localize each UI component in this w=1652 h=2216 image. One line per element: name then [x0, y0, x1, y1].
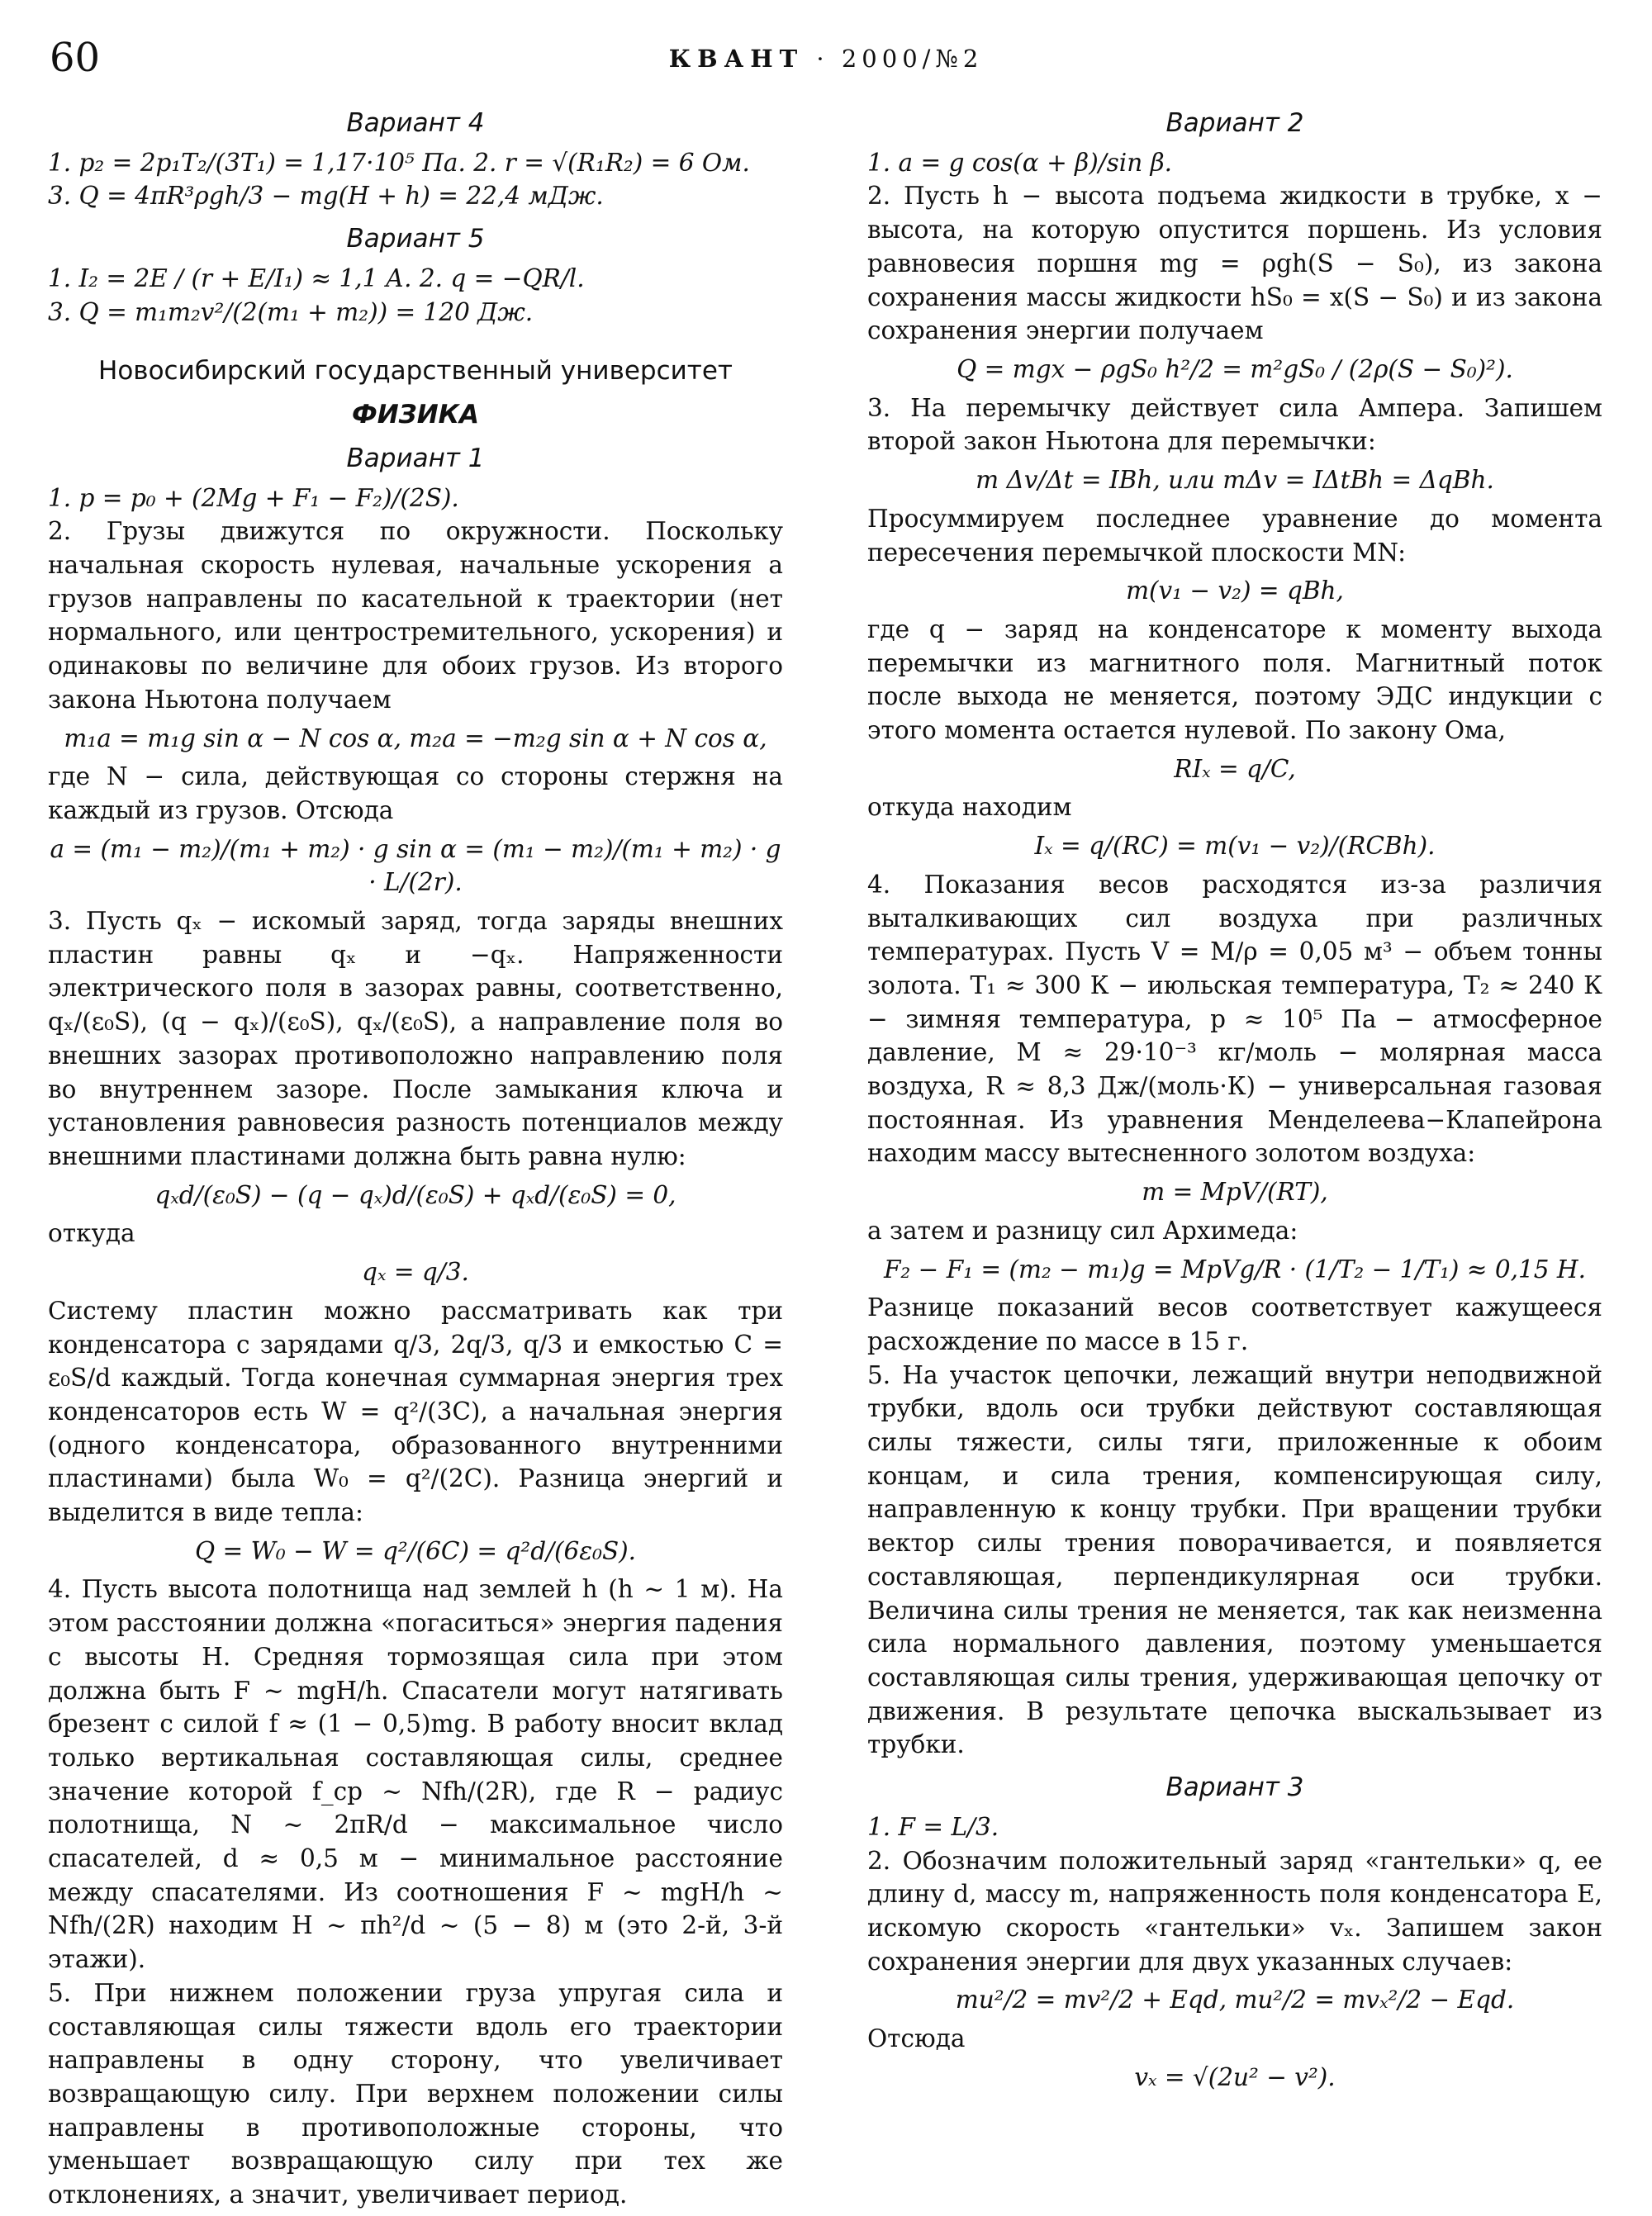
section-title-variant-4: Вариант 4 [346, 108, 485, 138]
v1-problem-5: 5. При нижнем положении груза упругая сила и составляющая силы тяжести вдоль его траектории направлены в одну сторону, что увеличивает возвращающую силу. При верхнем положении силы направлены в противоположные стороны, что уменьшает возвращающую силу при тех же отклонениях, а значит, увеличивает период. [48, 1978, 783, 2209]
v2-otkuda: откуда находим [867, 793, 1072, 822]
v1-problem-2: 2. Грузы движутся по окружности. Поскольку начальная скорость нулевая, начальные ускорения a грузов направлены по касательной к траектории (нет нормального, или центростремительного, ускорения) и одинаковы по величине для обоих грузов. Из второго закона Ньютона получаем [48, 517, 783, 714]
v2-problem-5: 5. На участок цепочки, лежащий внутри неподвижной трубки, вдоль оси трубки действуют составляющая силы тяжести, силы тяги, приложенные к обоим концам, и сила трения, компенсирующая силу, направленную к концу трубки. При вращении трубки вектор силы трения поворачивается, и появляется составляющая, перпендикулярная оси трубки. Величина силы трения не меняется, так как неизменна сила нормального давления, поэтому уменьшается составляющая силы трения, удерживающая цепочку от движения. В результате цепочка выскальзывает из трубки. [867, 1360, 1602, 1759]
v2-problem-2: 2. Пусть h − высота подъема жидкости в трубке, x − высота, на которую опустится поршень. Из условия равновесия поршня mg = ρgh(S − S₀), из закона сохранения массы жидкости hS₀ = x(S − S₀) и из закона сохранения энергии получаем [867, 182, 1602, 345]
v2-problem-3-cont: Просуммируем последнее уравнение до момента пересечения перемычкой плоскости MN: [867, 504, 1602, 567]
v3-formula-2: vₓ = √(2u² − v²). [1134, 2062, 1336, 2091]
journal-name: КВАНТ [668, 45, 805, 73]
v2-problem-1: 1. a = g cos(α + β)/sin β. [867, 148, 1173, 177]
v5-answers-line-1: 1. I₂ = 2E / (r + E/I₁) ≈ 1,1 А. 2. q = −QR/l. [48, 263, 585, 292]
v1-problem-4: 4. Пусть высота полотнища над землей h (h ~ 1 м). На этом расстоянии должна «погаситься» энергия падения с высоты H. Средняя тормозящая сила при этом должна быть F ~ mgH/h. Спасатели могут натягивать брезент с силой f ≈ (1 − 0,5)mg. В работу вносит вклад только вертикальная составляющая силы, среднее значение которой f_ср ~ Nfh/(2R), где R − радиус полотнища, N ~ 2πR/d − максимальное число спасателей, d ≈ 0,5 м − минимальное расстояние между спасателями. Из соотношения F ~ mgH/h ~ Nfh/(2R) находим H ~ πh²/d ~ (5 − 8) м (это 2-й, 3-й этажи). [48, 1575, 783, 1974]
v1-problem-3: 3. Пусть qₓ − искомый заряд, тогда заряды внешних пластин равны qₓ и −qₓ. Напряженности электрического поля в зазорах равны, соответственно, qₓ/(ε₀S), (q − qₓ)/(ε₀S), qₓ/(ε₀S), а направление поля во внешних зазорах противоположно направлению поля во внутреннем зазоре. После замыкания ключа и установления равновесия разность потенциалов между внешними пластинами должна быть равна нулю: [48, 907, 783, 1170]
v2-problem-3: 3. На перемычку действует сила Ампера. Запишем второй закон Ньютона для перемычки: [867, 393, 1602, 456]
v1-formula-2: a = (m₁ − m₂)/(m₁ + m₂) · g sin α = (m₁ − m₂)/(m₁ + m₂) · g · L/(2r). [50, 834, 781, 897]
section-title-variant-2: Вариант 2 [1165, 108, 1304, 138]
v4-answers-line-1: 1. p₂ = 2p₁T₂/(3T₁) = 1,17·10⁵ Па. 2. r = √(R₁R₂) = 6 Ом. [48, 148, 750, 177]
section-title-variant-5: Вариант 5 [346, 224, 485, 254]
university-title: Новосибирский государственный университет [98, 356, 733, 387]
v2-formula-4: RIₓ = q/C, [1174, 754, 1296, 783]
v1-problem-1: 1. p = p₀ + (2Mg + F₁ − F₂)/(2S). [48, 483, 459, 512]
section-title-variant-1: Вариант 1 [346, 443, 485, 473]
page-number: 60 [50, 35, 101, 81]
v2-formula-3: m(v₁ − v₂) = qBh, [1126, 577, 1344, 605]
v2-problem-3-cont2: где q − заряд на конденсаторе к моменту выхода перемычки из магнитного поля. Магнитный поток после выхода не меняется, поэтому ЭДС индукции с этого момента остается нулевой. По закону Ома, [867, 615, 1602, 745]
v1-formula-3: qₓd/(ε₀S) − (q − qₓ)d/(ε₀S) + qₓd/(ε₀S) = 0, [154, 1180, 676, 1209]
right-column [867, 97, 1602, 2100]
v1-problem-3-cont: Систему пластин можно рассматривать как три конденсатора с зарядами q/3, 2q/3, q/3 и емкостью C = ε₀S/d каждый. Тогда конечная суммарная энергия трех конденсаторов есть W = q²/(3C), а начальная энергия (одного конденсатора, образованного внутренними пластинами) была W₀ = q²/(2C). Разница энергий и выделится в виде тепла: [48, 1296, 783, 1527]
v4-answers-line-2: 3. Q = 4πR³ρgh/3 − mg(H + h) = 22,4 мДж. [48, 182, 604, 211]
v2-problem-4: 4. Показания весов расходятся из-за различия выталкивающих сил воздуха при различных температурах. Пусть V = M/ρ = 0,05 м³ − объем тонны золота. T₁ ≈ 300 К − июльская температура, T₂ ≈ 240 К − зимняя температура, p ≈ 10⁵ Па − атмосферное давление, M ≈ 29·10⁻³ кг/моль − молярная масса воздуха, R ≈ 8,3 Дж/(моль·К) − универсальная газовая постоянная. Из уравнения Менделеева−Клапейрона находим массу вытесненного золотом воздуха: [867, 870, 1602, 1168]
section-title-variant-3: Вариант 3 [1165, 1772, 1304, 1803]
issue-number: · 2000/№2 [816, 45, 984, 73]
v3-otsyuda: Отсюда [867, 2024, 966, 2053]
left-column [48, 97, 783, 2212]
v2-problem-4-cont: а затем и разницу сил Архимеда: [867, 1216, 1298, 1245]
v2-formula-2: m Δv/Δt = IBh, или mΔv = IΔtBh = ΔqBh. [976, 466, 1494, 495]
v3-problem-1: 1. F = L/3. [867, 1812, 999, 1841]
v1-formula-4: qₓ = q/3. [362, 1258, 469, 1287]
v2-formula-1: Q = mgx − ρgS₀ h²/2 = m²gS₀ / (2ρ(S − S₀)²). [957, 354, 1513, 383]
v2-formula-7: F₂ − F₁ = (m₂ − m₁)g = MpVg/R · (1/T₂ − 1/T₁) ≈ 0,15 Н. [883, 1255, 1587, 1284]
subject-title: ФИЗИКА [352, 400, 479, 430]
v2-formula-6: m = MpV/(RT), [1142, 1178, 1328, 1207]
v1-formula-1: m₁a = m₁g sin α − N cos α, m₂a = −m₂g sin α + N cos α, [64, 724, 767, 752]
v3-problem-2: 2. Обозначим положительный заряд «гантельки» q, ее длину d, массу m, напряженность поля конденсатора E, искомую скорость «гантельки» vₓ. Запишем закон сохранения энергии для двух указанных случаев: [867, 1846, 1602, 1976]
running-title [50, 45, 1602, 73]
v1-formula-5: Q = W₀ − W = q²/(6C) = q²d/(6ε₀S). [194, 1536, 637, 1565]
v3-formula-1: mu²/2 = mv²/2 + Eqd, mu²/2 = mvₓ²/2 − Eqd. [955, 1986, 1515, 2014]
v2-problem-4-cont2: Разнице показаний весов соответствует кажущееся расхождение по массе в 15 г. [867, 1293, 1602, 1355]
v1-otkuda: откуда [48, 1219, 135, 1248]
v1-problem-2-cont: где N − сила, действующая со стороны стержня на каждый из грузов. Отсюда [48, 762, 783, 824]
v5-answers-line-2: 3. Q = m₁m₂v²/(2(m₁ + m₂)) = 120 Дж. [48, 297, 534, 326]
page-header [50, 35, 1602, 101]
v2-formula-5: Iₓ = q/(RC) = m(v₁ − v₂)/(RCBh). [1034, 832, 1436, 861]
